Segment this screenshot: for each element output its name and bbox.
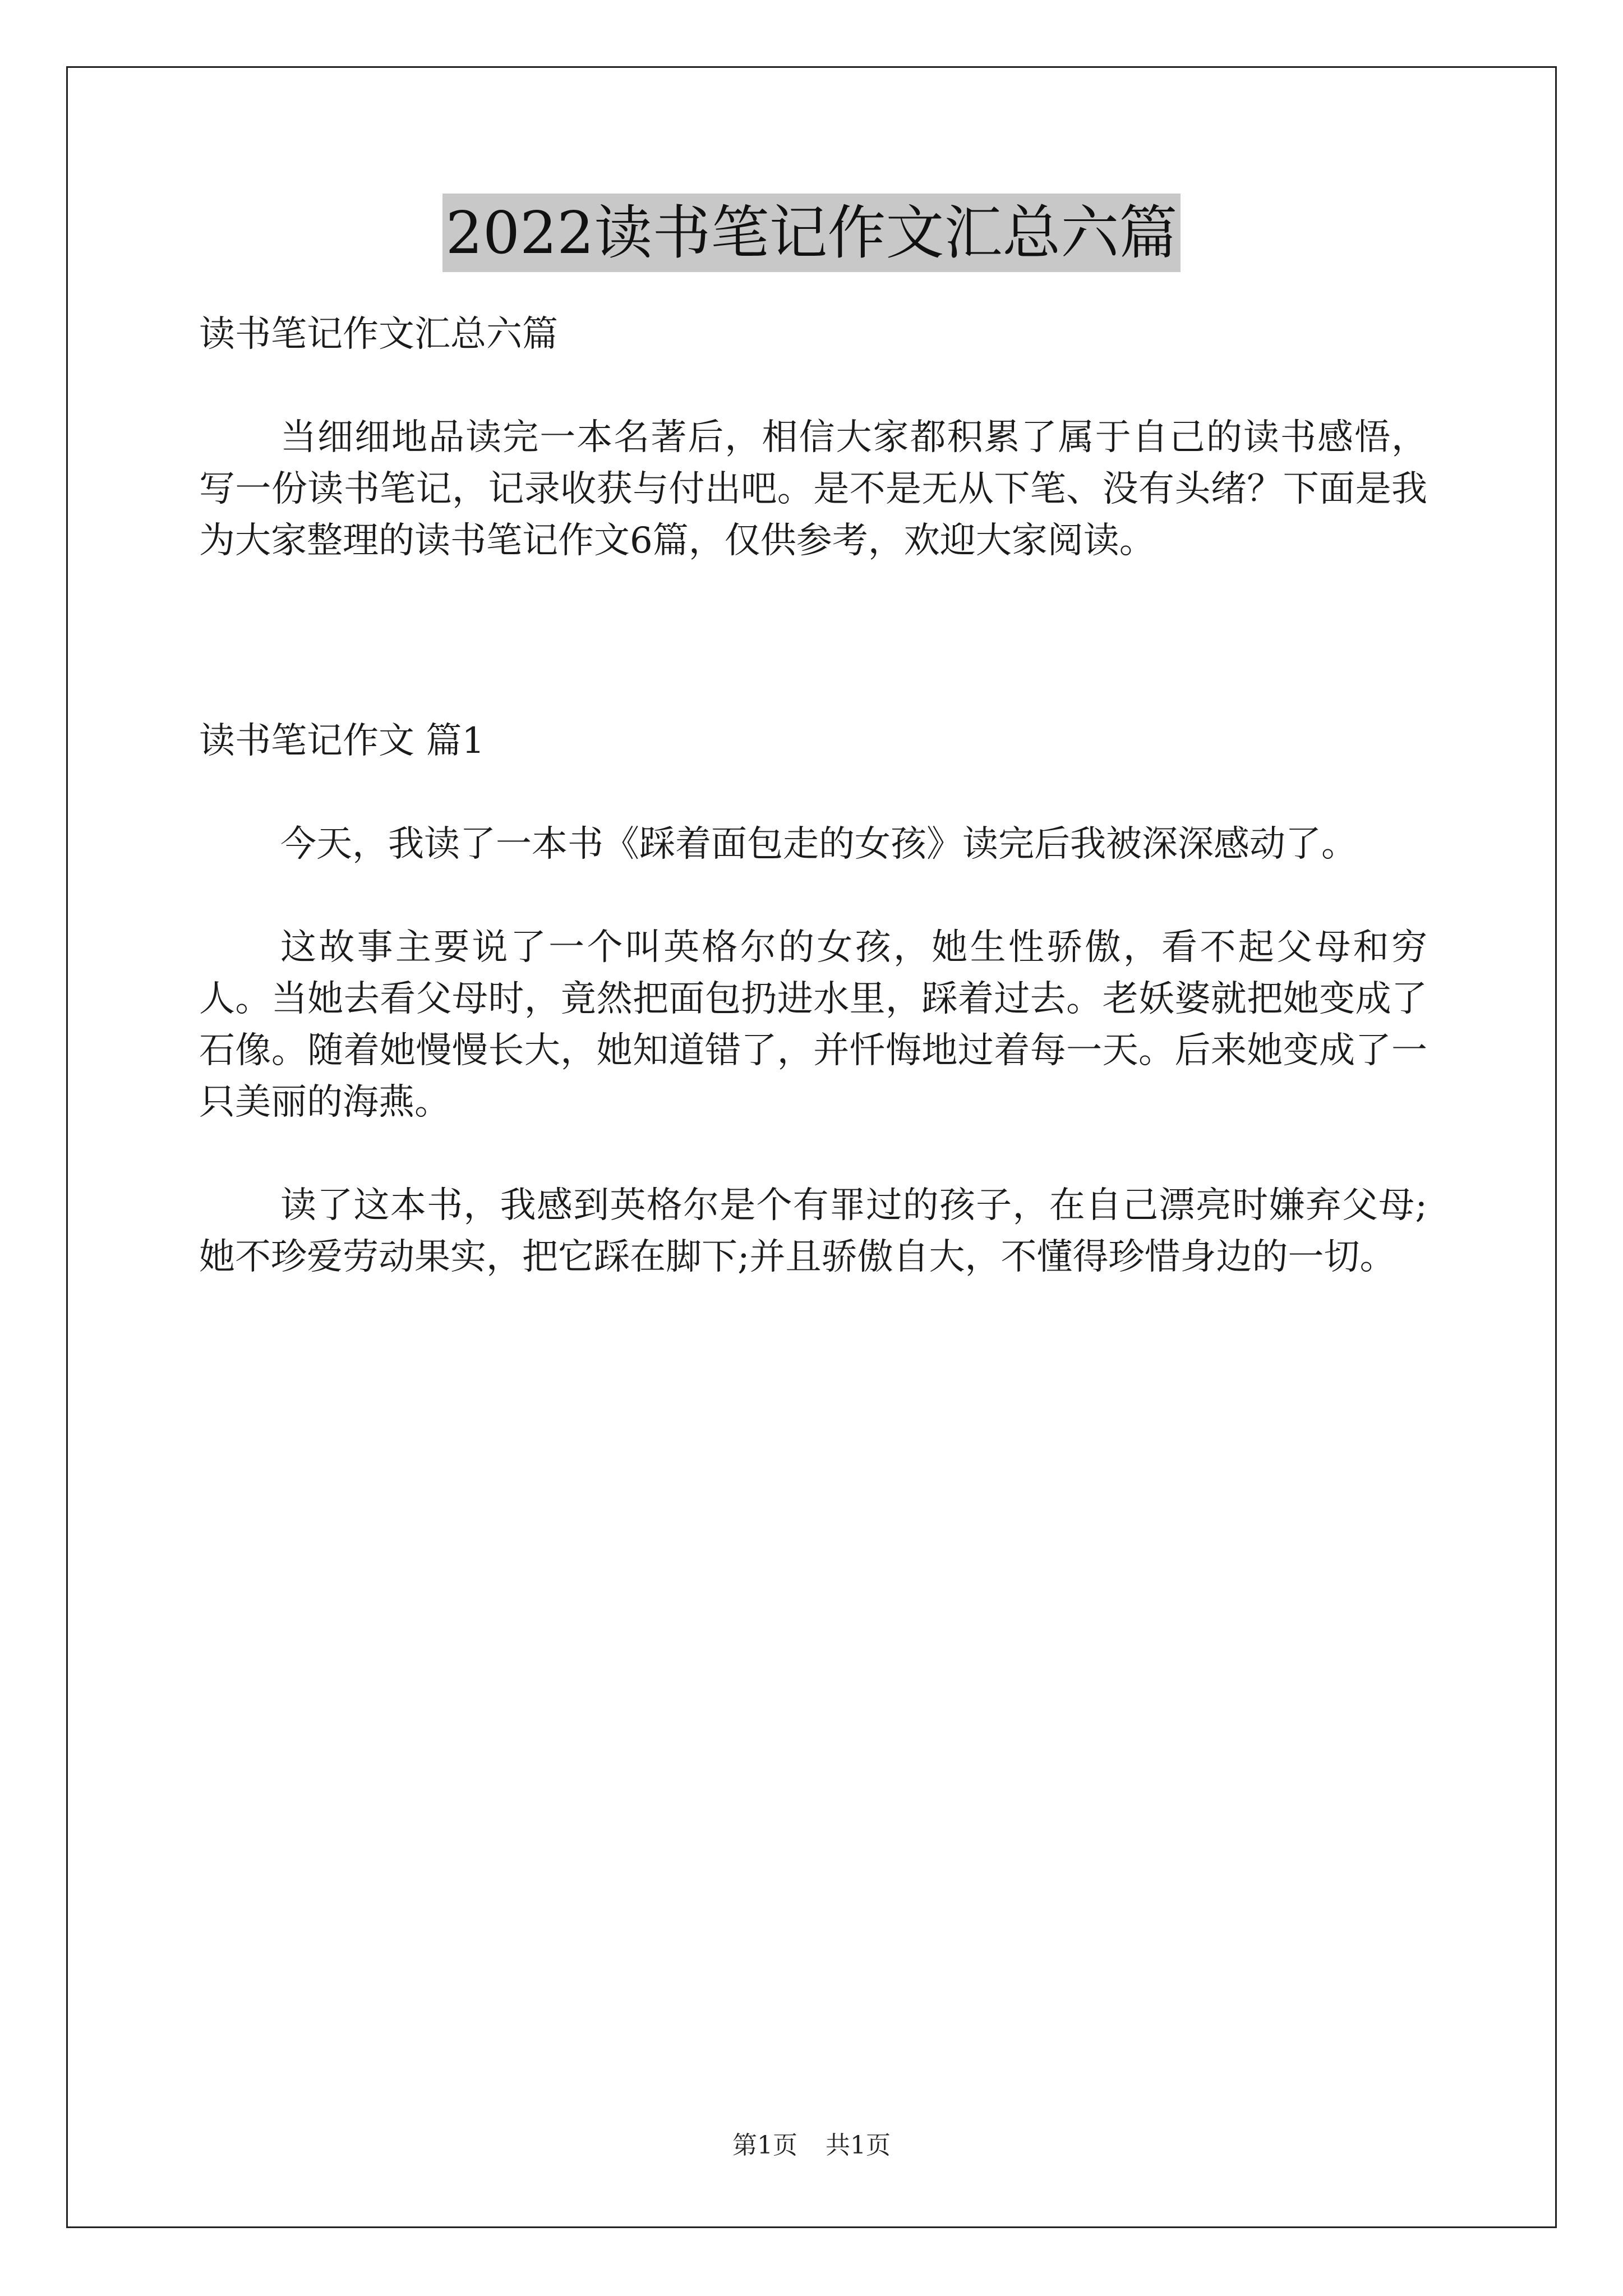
intro-paragraph: 当细细地品读完一本名著后，相信大家都积累了属于自己的读书感悟，写一份读书笔记，记录收获与付出吧。是不是无从下笔、没有头绪？下面是我为大家整理的读书笔记作文6篇，仅供参考，欢迎大家阅读。	[199, 417, 1427, 562]
page-footer	[0, 2129, 1623, 2162]
body-paragraph: 读了这本书，我感到英格尔是个有罪过的孩子，在自己漂亮时嫌弃父母;她不珍爱劳动果实，把它踩在脚下;并且骄傲自大，不懂得珍惜身边的一切。	[199, 1185, 1427, 1278]
section-heading: 读书笔记作文 篇1	[199, 720, 485, 762]
page-number: 第1页	[732, 2131, 797, 2160]
page-total: 共1页	[826, 2131, 891, 2160]
document-body	[199, 309, 1427, 1283]
title-container	[0, 194, 1623, 272]
document-title: 2022读书笔记作文汇总六篇	[442, 194, 1181, 272]
spacer	[199, 567, 1427, 715]
document-subtitle: 读书笔记作文汇总六篇	[199, 314, 558, 355]
spacer	[199, 767, 1427, 818]
spacer	[199, 360, 1427, 412]
body-paragraph: 这故事主要说了一个叫英格尔的女孩，她生性骄傲，看不起父母和穷人。当她去看父母时，竟然把面包扔进水里，踩着过去。老妖婆就把她变成了石像。随着她慢慢长大，她知道错了，并忏悔地过着每一天。后来她变成了一只美丽的海燕。	[199, 927, 1427, 1123]
body-paragraph: 今天，我读了一本书《踩着面包走的女孩》读完后我被深深感动了。	[280, 823, 1357, 865]
